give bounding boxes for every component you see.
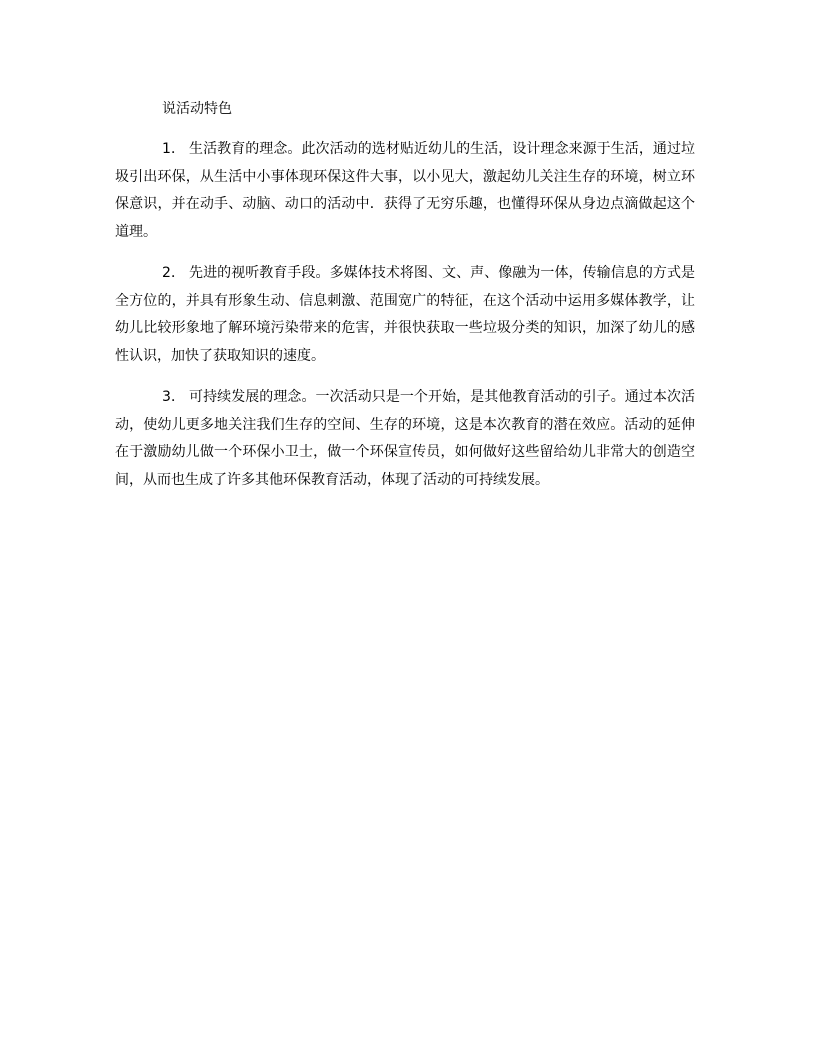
paragraph-text: 生活教育的理念。此次活动的选材贴近幼儿的生活，设计理念来源于生活，通过垃圾引出环保，从生活中小事体现环保这件大事，以小见大，激起幼儿关注生存的环境，树立环保意识，并在动手、动脑、动口的活动中．获得了无穷乐趣，也懂得环保从身边点滴做起这个道理。 <box>115 141 695 240</box>
paragraph-3 <box>115 384 695 494</box>
paragraph-number: 3． <box>162 389 186 405</box>
paragraph-text: 先进的视听教育手段。多媒体技术将图、文、声、像融为一体，传输信息的方式是全方位的，并具有形象生动、信息刺激、范围宽广的特征，在这个活动中运用多媒体教学，让幼儿比较形象地了解环境污染带来的危害，并很快获取一些垃圾分类的知识，加深了幼儿的感性认识，加快了获取知识的速度。 <box>115 265 695 364</box>
paragraph-text: 可持续发展的理念。一次活动只是一个开始，是其他教育活动的引子。通过本次活动，使幼儿更多地关注我们生存的空间、生存的环境，这是本次教育的潜在效应。活动的延伸在于激励幼儿做一个环保小卫士，做一个环保宣传员，如何做好这些留给幼儿非常大的创造空间，从而也生成了许多其他环保教育活动，体现了活动的可持续发展。 <box>115 389 695 488</box>
paragraph-1 <box>115 136 695 246</box>
document-body <box>115 96 695 494</box>
paragraph-number: 2． <box>162 265 186 281</box>
paragraph-2 <box>115 260 695 370</box>
paragraph-number: 1． <box>162 141 186 157</box>
section-heading: 说活动特色 <box>162 101 232 117</box>
